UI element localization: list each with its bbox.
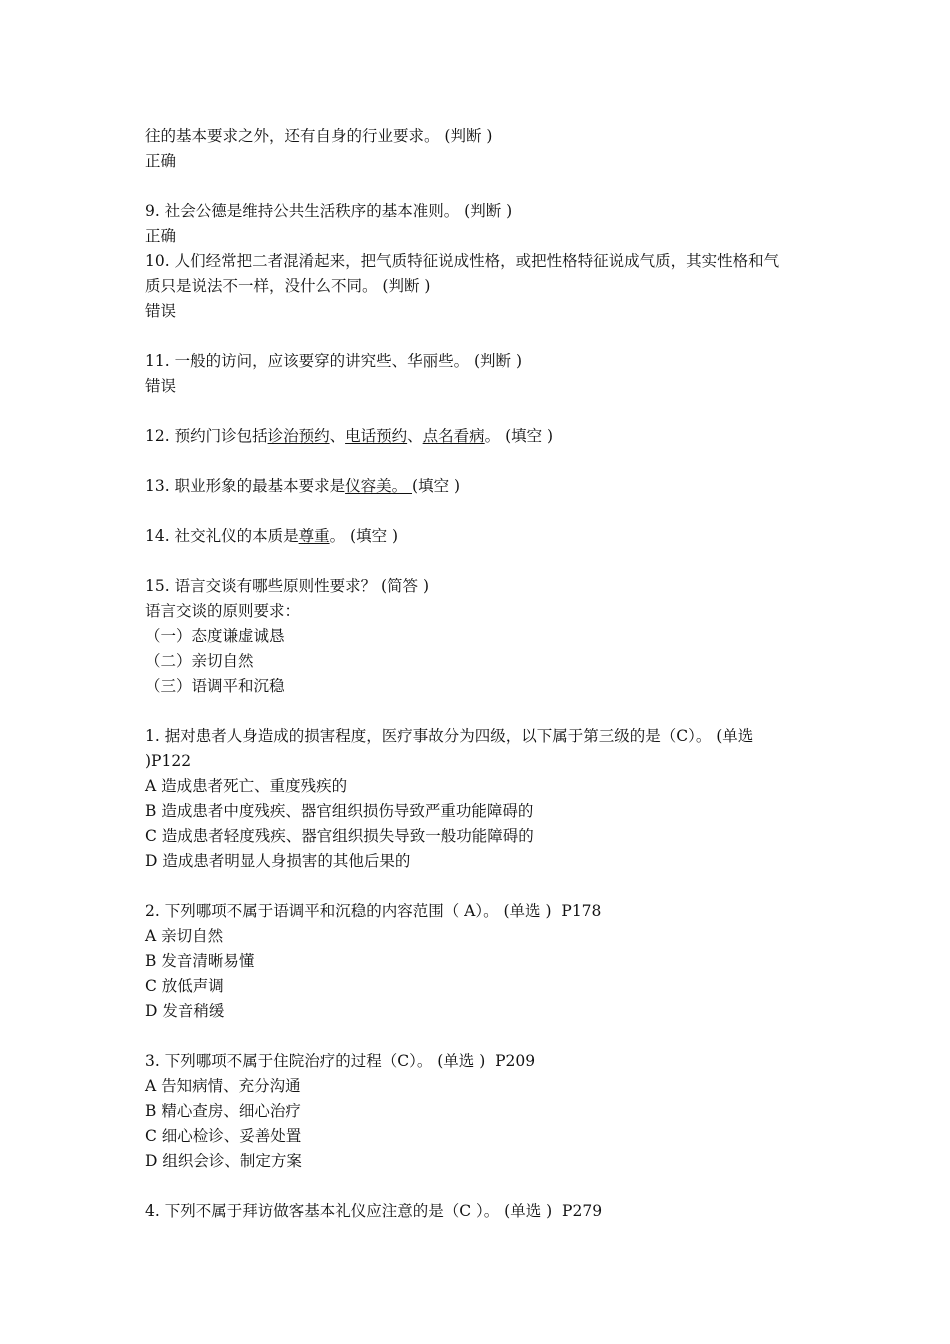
option-c: C 放低声调 bbox=[145, 977, 224, 995]
fill-answer: 点名看病 bbox=[422, 427, 485, 445]
question-14-prefix: 14. 社交礼仪的本质是 bbox=[145, 527, 299, 545]
fill-answer: 诊治预约 bbox=[267, 427, 330, 445]
blank-line bbox=[145, 324, 825, 349]
option-c: C 细心检诊、妥善处置 bbox=[145, 1127, 302, 1145]
question-13-prefix: 13. 职业形象的最基本要求是 bbox=[145, 477, 346, 495]
blank-line bbox=[145, 1174, 825, 1199]
question-12-prefix: 12. 预约门诊包括 bbox=[145, 427, 268, 445]
blank-line bbox=[145, 399, 825, 424]
option-d: D 发音稍缓 bbox=[145, 1002, 225, 1020]
separator: 、 bbox=[407, 427, 423, 445]
answer-text: 正确 bbox=[145, 227, 177, 245]
question-11: 11. 一般的访问，应该要穿的讲究些、华丽些。 (判断 ) bbox=[145, 352, 523, 370]
text-line: 往的基本要求之外，还有自身的行业要求。 (判断 ) bbox=[145, 127, 493, 145]
question-12 bbox=[145, 424, 825, 449]
fill-answer: 尊重 bbox=[298, 527, 330, 545]
fill-answer: 电话预约 bbox=[345, 427, 408, 445]
answer-text: 错误 bbox=[145, 377, 177, 395]
mc-question-1-cont: )P122 bbox=[145, 752, 192, 770]
document-page bbox=[145, 124, 825, 1224]
mc-question-4: 4. 下列不属于拜访做客基本礼仪应注意的是（C ）。 (单选 ) P279 bbox=[145, 1202, 603, 1220]
answer-text: （三）语调平和沉稳 bbox=[145, 677, 285, 695]
question-15: 15. 语言交谈有哪些原则性要求？ (简答 ) bbox=[145, 577, 430, 595]
question-13 bbox=[145, 474, 825, 499]
option-b: B 发音清晰易懂 bbox=[145, 952, 255, 970]
answer-text: 正确 bbox=[145, 152, 177, 170]
answer-text: 错误 bbox=[145, 302, 177, 320]
option-d: D 造成患者明显人身损害的其他后果的 bbox=[145, 852, 411, 870]
question-13-suffix: (填空 ) bbox=[412, 477, 461, 495]
blank-line bbox=[145, 874, 825, 899]
blank-line bbox=[145, 174, 825, 199]
question-14-suffix: 。 (填空 ) bbox=[329, 527, 399, 545]
option-b: B 精心查房、细心治疗 bbox=[145, 1102, 301, 1120]
blank-line bbox=[145, 449, 825, 474]
fill-answer: 仪容美。 bbox=[345, 477, 413, 495]
answer-text: 语言交谈的原则要求： bbox=[145, 602, 301, 620]
option-a: A 造成患者死亡、重度残疾的 bbox=[145, 777, 348, 795]
question-12-suffix: 。 (填空 ) bbox=[484, 427, 554, 445]
blank-line bbox=[145, 1024, 825, 1049]
answer-text: （一）态度谦虚诚恳 bbox=[145, 627, 285, 645]
blank-line bbox=[145, 499, 825, 524]
answer-text: （二）亲切自然 bbox=[145, 652, 254, 670]
option-d: D 组织会诊、制定方案 bbox=[145, 1152, 302, 1170]
option-c: C 造成患者轻度残疾、器官组织损失导致一般功能障碍的 bbox=[145, 827, 534, 845]
option-a: A 告知病情、充分沟通 bbox=[145, 1077, 301, 1095]
option-a: A 亲切自然 bbox=[145, 927, 224, 945]
question-14 bbox=[145, 524, 825, 549]
question-9: 9. 社会公德是维持公共生活秩序的基本准则。 (判断 ) bbox=[145, 202, 513, 220]
question-10: 10. 人们经常把二者混淆起来，把气质特征说成性格，或把性格特征说成气质，其实性格和气 bbox=[145, 252, 780, 270]
question-10-cont: 质只是说法不一样，没什么不同。 (判断 ) bbox=[145, 277, 431, 295]
mc-question-1: 1. 据对患者人身造成的损害程度，医疗事故分为四级，以下属于第三级的是（C）。 (单选 bbox=[145, 727, 754, 745]
blank-line bbox=[145, 699, 825, 724]
blank-line bbox=[145, 549, 825, 574]
option-b: B 造成患者中度残疾、器官组织损伤导致严重功能障碍的 bbox=[145, 802, 534, 820]
mc-question-2: 2. 下列哪项不属于语调平和沉稳的内容范围（ A）。 (单选 ) P178 bbox=[145, 902, 602, 920]
separator: 、 bbox=[329, 427, 346, 445]
mc-question-3: 3. 下列哪项不属于住院治疗的过程（C）。 (单选 ) P209 bbox=[145, 1052, 536, 1070]
